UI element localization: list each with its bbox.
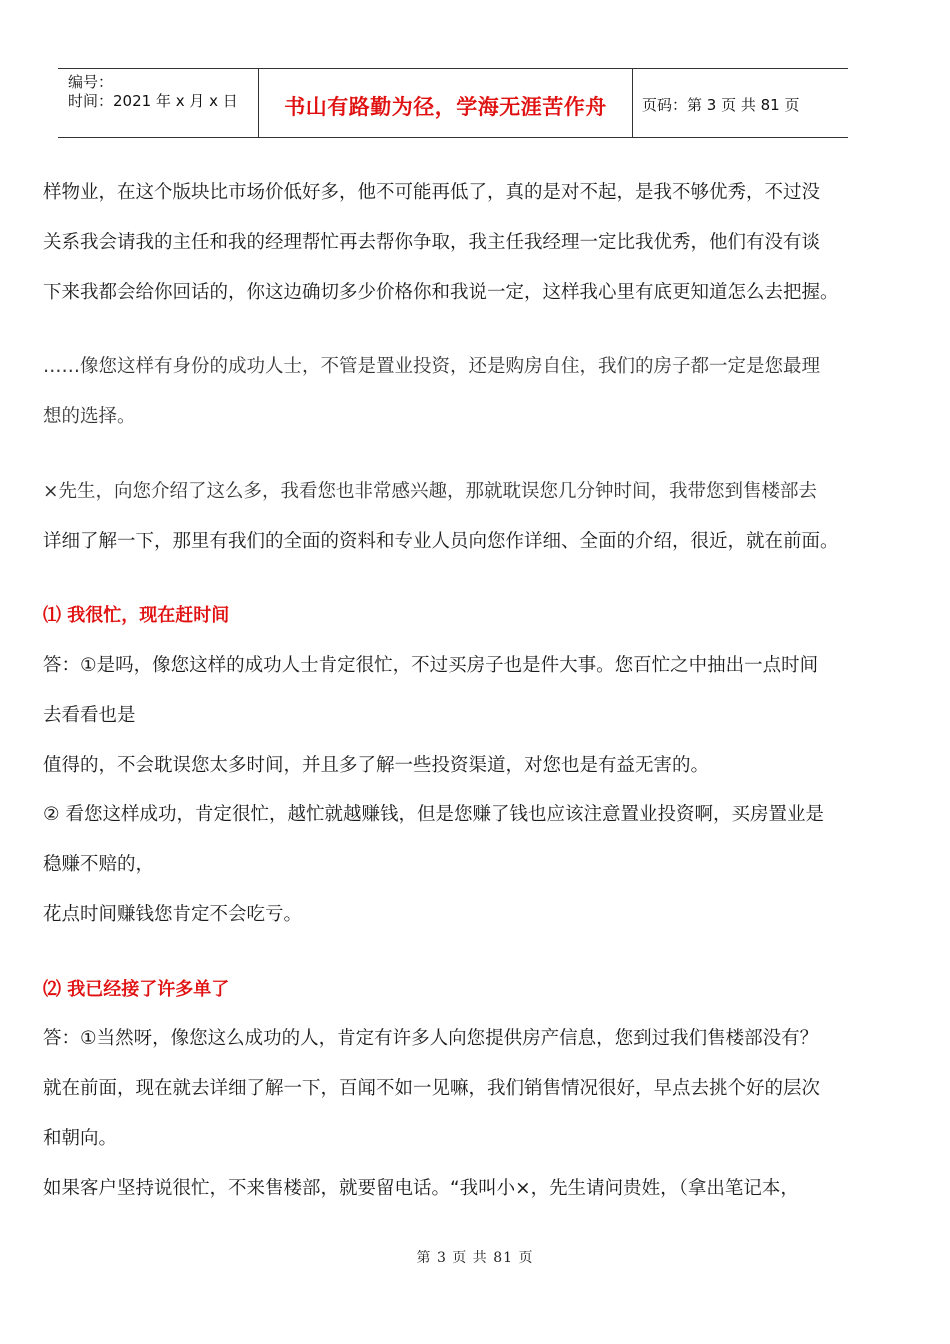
paragraph-line: 想的选择。 (43, 406, 136, 427)
document-date: 时间：2021 年 x 月 x 日 (68, 92, 238, 110)
paragraph-line: 详细了解一下，那里有我们的全面的资料和专业人员向您作详细、全面的介绍，很近，就在前面。 (43, 531, 839, 552)
header-meta-cell (58, 69, 258, 137)
answer-line: 答：①是吗，像您这样的成功人士肯定很忙，不过买房子也是件大事。您百忙之中抽出一点时间 (43, 655, 819, 676)
paragraph-line: 关系我会请我的主任和我的经理帮忙再去帮你争取，我主任我经理一定比我优秀，他们有没有谈 (43, 232, 821, 253)
document-number: 编号： (68, 73, 114, 91)
paragraph-line: ×先生，向您介绍了这么多，我看您也非常感兴趣，那就耽误您几分钟时间，我带您到售楼部去 (43, 481, 818, 502)
page-footer: 第 3 页 共 81 页 (416, 1250, 534, 1266)
header-page-cell (632, 69, 848, 137)
header-motto-cell (258, 69, 633, 137)
answer-line: 去看看也是 (43, 705, 136, 726)
answer-line: 花点时间赚钱您肯定不会吃亏。 (43, 904, 303, 925)
answer-line: 答：①当然呀，像您这么成功的人，肯定有许多人向您提供房产信息，您到过我们售楼部没有？ (43, 1028, 819, 1049)
header-motto: 书山有路勤为径，学海无涯苦作舟 (284, 95, 607, 119)
section-heading-many-orders: ⑵ 我已经接了许多单了 (43, 979, 230, 1000)
answer-line: 稳赚不赔的， (43, 854, 155, 875)
section-heading-busy: ⑴ 我很忙，现在赶时间 (43, 605, 230, 626)
answer-line: 就在前面，现在就去详细了解一下，百闻不如一见嘛，我们销售情况很好，早点去挑个好的层次 (43, 1078, 821, 1099)
paragraph-line: 样物业，在这个版块比市场价低好多，他不可能再低了，真的是对不起，是我不够优秀，不过没 (43, 182, 821, 203)
header-page-number: 页码：第 3 页 共 81 页 (642, 96, 800, 114)
paragraph-line: ……像您这样有身份的成功人士，不管是置业投资，还是购房自住，我们的房子都一定是您最理 (43, 356, 821, 377)
document-header (58, 68, 848, 138)
answer-line: 和朝向。 (43, 1128, 118, 1149)
answer-line: 值得的，不会耽误您太多时间，并且多了解一些投资渠道，对您也是有益无害的。 (43, 755, 710, 776)
answer-line: ② 看您这样成功，肯定很忙，越忙就越赚钱，但是您赚了钱也应该注意置业投资啊，买房置业是 (43, 804, 824, 825)
paragraph-line: 下来我都会给你回话的，你这边确切多少价格你和我说一定，这样我心里有底更知道怎么去把握。 (43, 282, 839, 303)
answer-line: 如果客户坚持说很忙，不来售楼部，就要留电话。“我叫小×，先生请问贵姓，（拿出笔记本， (43, 1178, 799, 1199)
